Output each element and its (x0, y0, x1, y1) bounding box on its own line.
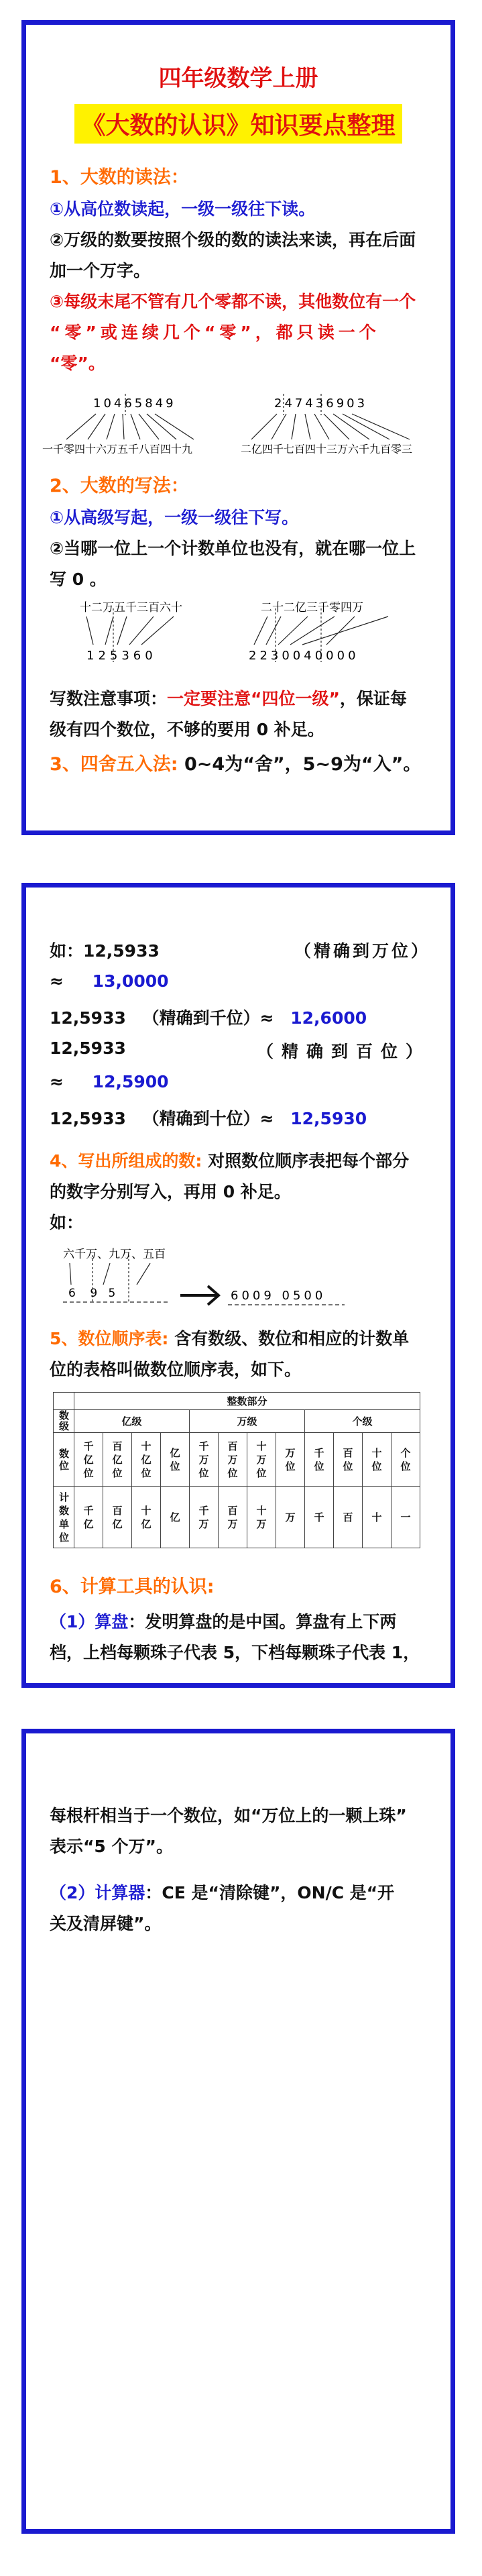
note-line-a (50, 684, 430, 714)
unit-8: 千 (305, 1487, 334, 1548)
rule-3c: “零”。 (50, 354, 105, 373)
note-rest: ，保证每 (339, 689, 407, 708)
s4-line-a (50, 1146, 430, 1177)
s6-line-a (50, 1607, 430, 1638)
section-6 (50, 1572, 430, 1668)
diag4-number: 2230040000 (249, 649, 359, 663)
place-value-table (53, 1392, 420, 1548)
diag5-left: 6 9 5 (68, 1287, 116, 1300)
section-1-body (50, 194, 430, 379)
unit-6: 十万 (247, 1487, 276, 1548)
rule-2b: 加一个万字。 (50, 261, 151, 280)
write-rule-2b: 写 0 。 (50, 570, 107, 589)
unit-4: 千万 (190, 1487, 219, 1548)
s6-text-a: ：发明算盘的是中国。算盘有上下两 (128, 1612, 397, 1631)
unit-9: 百 (334, 1487, 363, 1548)
rounding-row-2 (50, 1005, 430, 1029)
rule-1: ①从高位数读起，一级一级往下读。 (50, 199, 316, 219)
rule-3a: ③每级末尾不管有几个零都不读，其他数位有一个 (50, 292, 416, 311)
diag3-number: 125360 (86, 649, 157, 663)
r2-result: 12,6000 (290, 1008, 367, 1028)
s5-text-a: 含有数级、数位和相应的计数单 (168, 1329, 410, 1348)
r1-result: 13,0000 (92, 971, 169, 991)
s5-line-a (50, 1324, 430, 1354)
abacus-continued (50, 1801, 430, 1862)
level-0: 亿级 (74, 1410, 190, 1433)
section-2-body (50, 502, 430, 595)
section-1-heading: 1、大数的读法： (50, 167, 189, 188)
big-arrow-icon (180, 1286, 219, 1305)
rounding-row-3b (50, 1072, 430, 1091)
place-11: 个位 (391, 1433, 420, 1487)
unit-0: 千亿 (74, 1487, 103, 1548)
diag5-words: 六千万、九万、五百 (63, 1248, 166, 1261)
rounding-row-4 (50, 1106, 430, 1130)
row-label-danwei: 计数单位 (54, 1487, 74, 1548)
section-5 (50, 1324, 430, 1385)
diag5-right: 6009 0500 (231, 1289, 326, 1303)
section-4-heading: 4、写出所组成的数: (50, 1151, 202, 1171)
r4-precision: （精确到十位）≈ (142, 1109, 274, 1128)
place-8: 千位 (305, 1433, 334, 1487)
note-line-b: 级有四个数位，不够的要用 0 补足。 (50, 720, 324, 739)
r1-approx: ≈ (50, 971, 64, 991)
r1-number: 如：12,5933 (50, 941, 160, 961)
calc-line-b: 关及清屏键”。 (50, 1914, 162, 1933)
diag1-reading: 一千零四十六万五千八百四十九 (42, 443, 193, 455)
place-2: 十亿位 (132, 1433, 161, 1487)
r2-number: 12,5933 (50, 1008, 126, 1028)
section-6-heading: 6、计算工具的认识: (50, 1576, 215, 1597)
r4-number: 12,5933 (50, 1109, 126, 1128)
calc-line-a (50, 1878, 430, 1909)
diag2-reading: 二亿四千七百四十三万六千九百零三 (241, 443, 413, 455)
abacus-line-b: 表示“5 个万”。 (50, 1837, 173, 1856)
r4-result: 12,5930 (290, 1109, 367, 1128)
unit-2: 十亿 (132, 1487, 161, 1548)
calculator-section (50, 1878, 430, 1939)
place-10: 十位 (363, 1433, 391, 1487)
section-3-text: 0~4为“舍”，5~9为“入”。 (178, 754, 422, 775)
calculator-label: （2）计算器 (50, 1883, 145, 1902)
page-subtitle: 《大数的认识》知识要点整理 (74, 104, 402, 144)
card-rounding (21, 883, 455, 1688)
place-5: 百万位 (219, 1433, 247, 1487)
note-label: 写数注意事项： (50, 689, 168, 708)
diag3-words: 十二万五千三百六十 (80, 601, 182, 614)
section-4 (50, 1146, 430, 1238)
abacus-line-a: 每根杆相当于一个数位，如“万位上的一颗上珠” (50, 1806, 407, 1825)
place-0: 千亿位 (74, 1433, 103, 1487)
r3-precision: （精确到百位） (256, 1042, 430, 1061)
abacus-label: （1）算盘 (50, 1612, 129, 1631)
diag2-number: 247436903 (274, 396, 368, 411)
writing-note (50, 684, 430, 745)
s4-line-b: 的数字分别写入，再用 0 补足。 (50, 1182, 291, 1201)
rule-3b: “零”或连续几个“零”，都只读一个 (50, 323, 380, 342)
r3-number: 12,5933 (50, 1038, 126, 1058)
unit-1: 百亿 (103, 1487, 132, 1548)
note-emphasis: 一定要注意“四位一级” (167, 689, 340, 708)
rounding-row-1b (50, 971, 430, 991)
subtitle-wrap (26, 104, 450, 144)
table-corner (54, 1393, 74, 1410)
unit-3: 亿 (161, 1487, 190, 1548)
place-6: 十万位 (247, 1433, 276, 1487)
place-4: 千万位 (190, 1433, 219, 1487)
section-2-heading: 2、大数的写法： (50, 476, 189, 496)
diag1-number: 10465849 (93, 396, 176, 411)
rule-2a: ②万级的数要按照个级的数的读法来读，再在后面 (50, 230, 416, 250)
place-9: 百位 (334, 1433, 363, 1487)
level-2: 个级 (305, 1410, 420, 1433)
r3-result: 12,5900 (92, 1072, 169, 1091)
reading-diagram (40, 387, 442, 461)
unit-7: 万 (276, 1487, 305, 1548)
r3-approx: ≈ (50, 1072, 64, 1091)
writing-diagram (40, 595, 442, 669)
rounding-row-3 (50, 1038, 430, 1061)
r1-precision: （精确到万位） (294, 941, 430, 961)
write-rule-1: ①从高级写起，一级一级往下写。 (50, 508, 299, 527)
compose-diagram (50, 1243, 425, 1317)
place-7: 万位 (276, 1433, 305, 1487)
unit-11: 一 (391, 1487, 420, 1548)
s6-line-b: 档，上档每颗珠子代表 5，下档每颗珠子代表 1， (50, 1643, 420, 1662)
card-intro (21, 20, 455, 835)
s4-text-a: 对照数位顺序表把每个部分 (202, 1151, 410, 1171)
row-label-shuji: 数级 (54, 1410, 74, 1433)
unit-10: 十 (363, 1487, 391, 1548)
rounding-row-1 (50, 938, 430, 962)
section-3-heading: 3、四舍五入法: (50, 754, 178, 775)
r2-precision: （精确到千位）≈ (142, 1008, 274, 1028)
card-tools (21, 1729, 455, 2534)
s4-example: 如： (50, 1213, 84, 1232)
diag4-words: 二十二亿三千零四万 (261, 601, 363, 614)
int-part-header: 整数部分 (74, 1393, 420, 1410)
unit-5: 百万 (219, 1487, 247, 1548)
row-label-shuwei: 数位 (54, 1433, 74, 1487)
level-1: 万级 (190, 1410, 305, 1433)
section-5-heading: 5、数位顺序表: (50, 1329, 169, 1348)
section-3 (50, 749, 430, 775)
write-rule-2a: ②当哪一位上一个计数单位也没有，就在哪一位上 (50, 539, 416, 558)
place-3: 亿位 (161, 1433, 190, 1487)
s5-line-b: 位的表格叫做数位顺序表，如下。 (50, 1360, 302, 1379)
place-value-table-wrap (53, 1392, 420, 1548)
page-title: 四年级数学上册 (158, 65, 318, 92)
calc-text-a: ：CE 是“清除键”，ON/C 是“开 (145, 1883, 395, 1902)
place-1: 百亿位 (103, 1433, 132, 1487)
